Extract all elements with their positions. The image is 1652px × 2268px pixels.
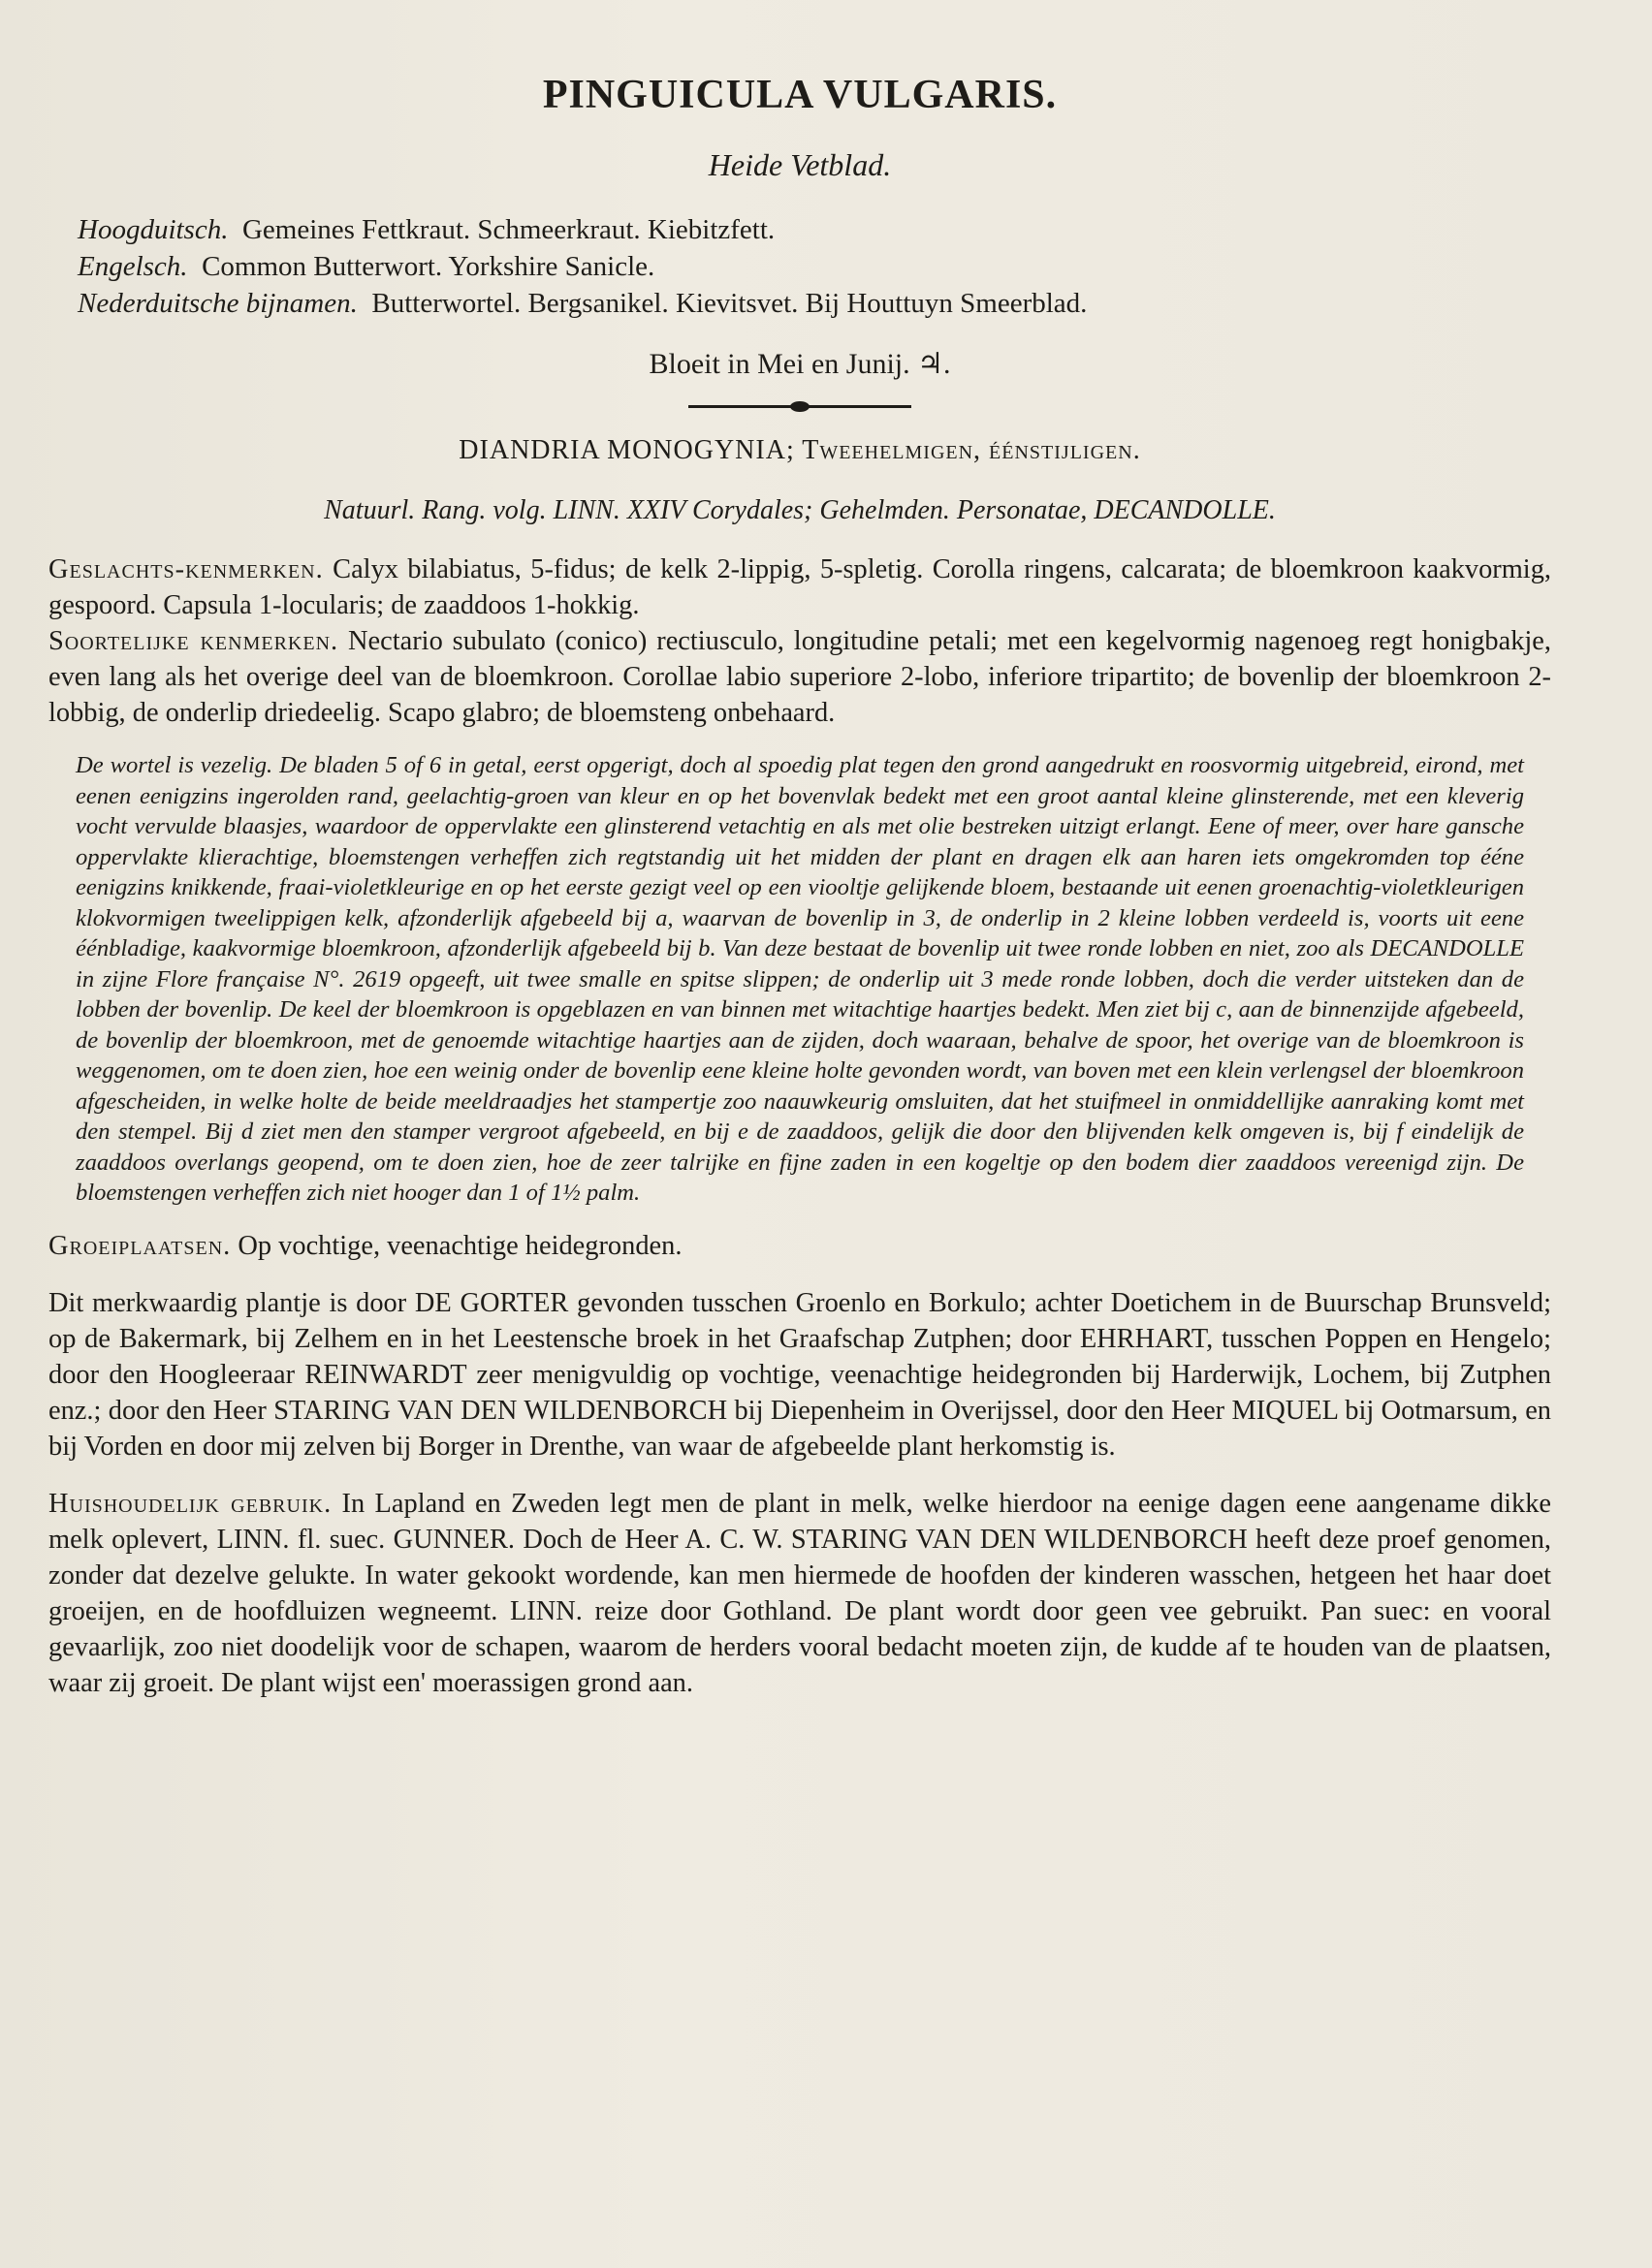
name-text: Common Butterwort. Yorkshire Sanicle. [202, 251, 655, 282]
genus-characters [48, 551, 1551, 623]
page-title: PINGUICULA VULGARIS. [542, 73, 1058, 117]
name-text: Butterwortel. Bergsanikel. Kievitsvet. Bij Houttuyn Smeerblad. [371, 288, 1088, 319]
habitat [48, 1228, 1551, 1264]
species-characters [48, 623, 1551, 731]
classification: DIANDRIA MONOGYNIA; Tweehelmigen, éénstijligen. [459, 435, 1141, 465]
section-text: Nectario subulato (conico) rectiusculo, longitudine petali; met een kegelvormig nagenoeg regt honigbakje, even lang als het overige deel van de bloemkroon. Corollae labio superiore 2-lobo, inferiore tripartito; de bovenlip der bloemkroon 2-lobbig, de onderlip driedeelig. Scapo glabro; de bloemsteng onbehaard. [48, 626, 1552, 728]
name-row [78, 211, 1551, 248]
household-use [48, 1486, 1551, 1701]
natural-order: Natuurl. Rang. volg. LINN. XXIV Corydales; Gehelmden. Personatae, DECANDOLLE. [324, 495, 1276, 525]
common-names [78, 211, 1551, 322]
ornamental-rule [688, 405, 911, 408]
flowering-time: Bloeit in Mei en Junij. ♃. [649, 348, 951, 380]
localities: Dit merkwaardig plantje is door DE GORTER gevonden tusschen Groenlo en Borkulo; achter Doetichem in de Buurschap Brunsveld; op de Bakermark, bij Zelhem en in het Leestensche broek in het Graafschap Zutphen; door EHRHART, tusschen Poppen en Hengelo; door den Hoogleeraar REINWARDT zeer menigvuldig op vochtige, veenachtige heidegronden bij Harderwijk, Lochem, bij Zutphen enz.; door den Heer STARING VAN DEN WILDENBORCH bij Diepenheim in Overijssel, door den Heer MIQUEL bij Ootmarsum, en bij Vorden en door mij zelven bij Borger in Drenthe, van waar de afgebeelde plant herkomstig is. [48, 1287, 1551, 1462]
content [48, 68, 1551, 1701]
name-text: Gemeines Fettkraut. Schmeerkraut. Kiebitzfett. [241, 214, 776, 245]
plant-description: De wortel is vezelig. De bladen 5 of 6 in getal, eerst opgerigt, doch al spoedig plat tegen den grond aangedrukt en roosvormig uitgebreid, eirond, met eenen eenigzins ingerolden rand, geelachtig-groen van kleur en op het bovenvlak bedekt met een groot aantal kleine glinsterende, met een kleverig vocht vervulde blaasjes, waardoor de oppervlakte een glinsterend vetachtig en als met olie bestreken uitzigt erlangt. Eene of meer, over hare gansche oppervlakte klierachtige, bloemstengen verheffen zich regtstandig uit het midden der plant en dragen elk aan haren iets omgekromden top ééne eenigzins knikkende, fraai-violetkleurige en op het eerste gezigt veel op een viooltje gelijkende bloem, bestaande uit eenen groenachtig-violetkleurigen klokvormigen tweelippigen kelk, afzonderlijk afgebeeld bij a, waarvan de bovenlip in 3, de onderlip in 2 kleine lobben verdeeld is, voorts uit eene éénbladige, kaakvormige bloemkroon, afzonderlijk afgebeeld bij b. Van deze bestaat de bovenlip uit twee ronde lobben en niet, zoo als DECANDOLLE in zijne Flore française N°. 2619 opgeeft, uit twee smalle en spitse slippen; de onderlip uit 3 mede ronde lobben, doch die verder uitsteken dan de lobben der bovenlip. De keel der bloemkroon is opgeblazen en van binnen met witachtige haartjes bedekt. Men ziet bij c, aan de binnenzijde afgebeeld, de bovenlip der bloemkroon, met de genoemde witachtige haartjes aan de zijden, doch waaraan, behalve de spoor, het overige van de bloemkroon is weggenomen, om te doen zien, hoe een weinig onder de bovenlip eene kleine holte gevonden wordt, van boven met een klein verlengsel der bloemkroon afgescheiden, in welke holte de beide meeldraadjes het stampertje zoo naauwkeurig omsluiten, dat het stuifmeel in onmiddellijke aanraking komt met den stempel. Bij d ziet men den stamper vergroot afgebeeld, en bij e de zaaddoos, gelijk die door den blijvenden kelk omgeven is, bij f eindelijk de zaaddoos overlangs geopend, om te doen zien, hoe de zeer talrijke en fijne zaden in een kogeltje op den bodem dier zaaddoos vereenigd zijn. De bloemstengen verheffen zich niet hooger dan 1 of 1½ palm. [76, 752, 1524, 1206]
section-text: Op vochtige, veenachtige heidegronden. [238, 1230, 683, 1261]
section-heading: Soortelijke kenmerken. [48, 626, 339, 656]
name-row [78, 248, 1551, 285]
section-text: In Lapland en Zweden legt men de plant in melk, welke hierdoor na eenige dagen eene aangename dikke melk oplevert, LINN. fl. suec. GUNNER. Doch de Heer A. C. W. STARING VAN DEN WILDENBORCH heeft deze proef genomen, zonder dat dezelve gelukte. In water gekookt wordende, kan men hiermede de hoofden der kinderen wasschen, hetgeen het haar doet groeijen, en de hoofdluizen wegneemt. LINN. reize door Gothland. De plant wordt door geen vee gebruikt. Pan suec: en vooral gevaarlijk, zoo niet doodelijk voor de schapen, waarom de herders vooral bedacht moeten zijn, de kudde af te houden van de plaatsen, waar zij groeit. De plant wijst een' moerassigen grond aan. [48, 1488, 1551, 1698]
section-heading: Huishoudelijk gebruik. [48, 1488, 333, 1519]
name-label: Hoogduitsch. [78, 214, 229, 245]
name-label: Nederduitsche bijnamen. [78, 288, 358, 319]
section-heading: Geslachts-kenmerken. [48, 554, 324, 584]
name-row [78, 285, 1551, 322]
name-label: Engelsch. [78, 251, 188, 282]
section-heading: Groeiplaatsen. [48, 1230, 232, 1261]
subtitle: Heide Vetblad. [708, 147, 892, 182]
section-text: Calyx bilabiatus, 5-fidus; de kelk 2-lippig, 5-spletig. Corolla ringens, calcarata; de bloemkroon kaakvormig, gespoord. Capsula 1-locularis; de zaaddoos 1-hokkig. [48, 554, 1551, 620]
